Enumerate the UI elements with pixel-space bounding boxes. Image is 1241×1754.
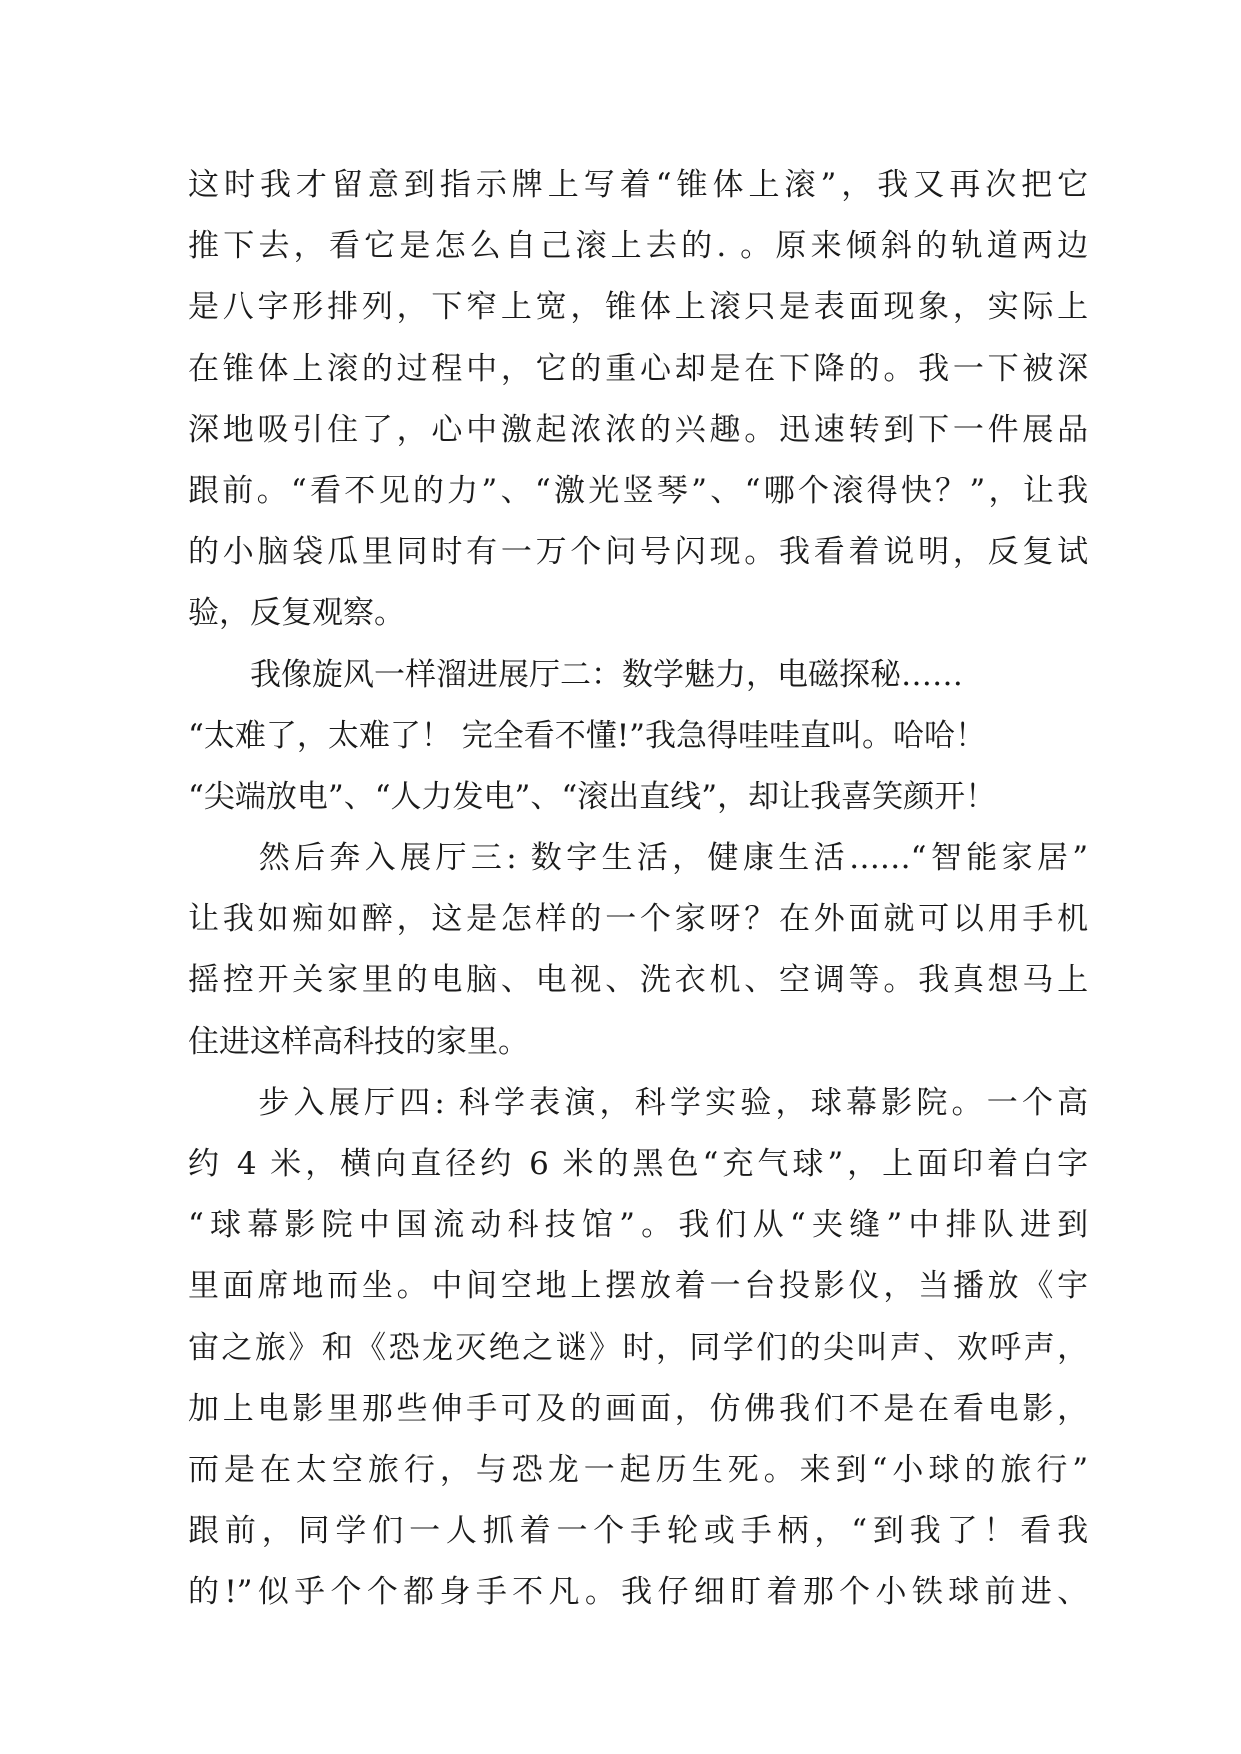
text-line: 让我如痴如醉，这是怎样的一个家呀？在外面就可以用手机 bbox=[188, 901, 1088, 938]
text-line: 的!”似乎个个都身手不凡。我仔细盯着那个小铁球前进、 bbox=[188, 1574, 1088, 1611]
text-line: 摇控开关家里的电脑、电视、洗衣机、空调等。我真想马上 bbox=[188, 962, 1088, 999]
text-line: 约 4 米，横向直径约 6 米的黑色“充气球”，上面印着白字 bbox=[188, 1146, 1088, 1182]
body-text bbox=[188, 155, 1088, 1624]
text-line: 我像旋风一样溜进展厅二：数学魅力，电磁探秘…… bbox=[188, 656, 963, 693]
text-line: “尖端放电”、“人力发电”、“滚出直线”，却让我喜笑颜开！ bbox=[188, 778, 997, 815]
text-line: 深地吸引住了，心中激起浓浓的兴趣。迅速转到下一件展品 bbox=[188, 411, 1088, 448]
text-line: 的小脑袋瓜里同时有一万个问号闪现。我看着说明，反复试 bbox=[188, 534, 1088, 571]
text-line: 住进这样高科技的家里。 bbox=[188, 1023, 529, 1060]
text-line: 在锥体上滚的过程中，它的重心却是在下降的。我一下被深 bbox=[188, 350, 1088, 387]
text-line: “球幕影院中国流动科技馆”。我们从“夹缝”中排队进到 bbox=[188, 1207, 1088, 1244]
text-line: 跟前。“看不见的力”、“激光竖琴”、“哪个滚得快？”，让我 bbox=[188, 472, 1088, 509]
text-line: 步入展厅四: 科学表演，科学实验，球幕影院。一个高 bbox=[188, 1084, 1088, 1121]
text-line: 推下去，看它是怎么自己滚上去的. 。原来倾斜的轨道两边 bbox=[188, 228, 1088, 265]
text-line: 加上电影里那些伸手可及的画面，仿佛我们不是在看电影， bbox=[188, 1390, 1088, 1427]
text-line: 跟前，同学们一人抓着一个手轮或手柄，“到我了！看我 bbox=[188, 1513, 1088, 1550]
text-line: “太难了，太难了！ 完全看不懂!”我急得哇哇直叫。哈哈！ bbox=[188, 717, 987, 754]
text-line: 是八字形排列，下窄上宽，锥体上滚只是表面现象，实际上 bbox=[188, 289, 1088, 326]
text-line: 然后奔入展厅三: 数字生活，健康生活……“智能家居” bbox=[188, 840, 1088, 877]
text-line: 这时我才留意到指示牌上写着“锥体上滚”，我又再次把它 bbox=[188, 167, 1088, 203]
text-line: 里面席地而坐。中间空地上摆放着一台投影仪，当播放《宇 bbox=[188, 1268, 1088, 1305]
text-line: 验，反复观察。 bbox=[188, 595, 405, 632]
text-line: 而是在太空旅行，与恐龙一起历生死。来到“小球的旅行” bbox=[188, 1451, 1088, 1488]
text-line: 宙之旅》和《恐龙灭绝之谜》时，同学们的尖叫声、欢呼声， bbox=[188, 1329, 1088, 1366]
